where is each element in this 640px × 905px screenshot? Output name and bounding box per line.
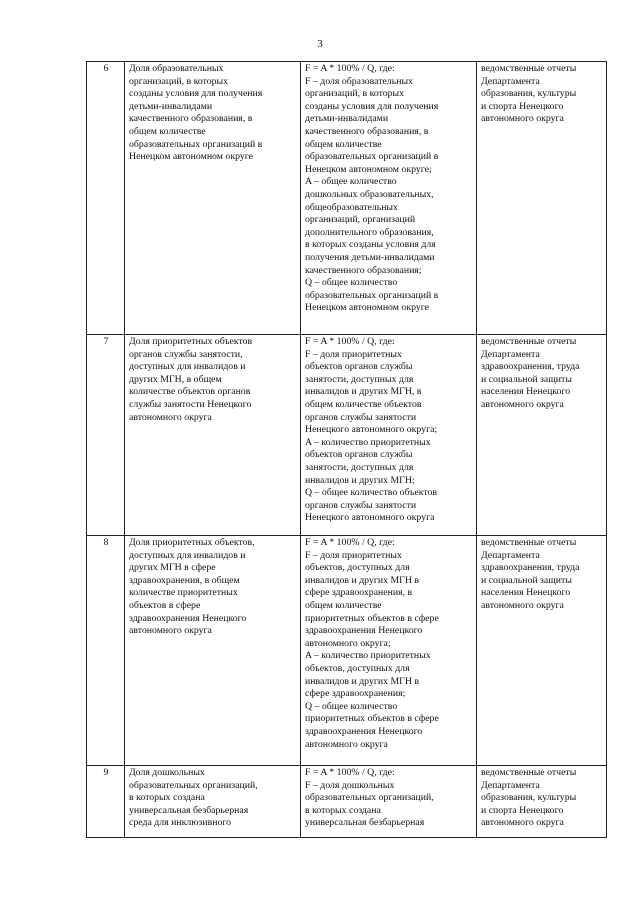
text-line: автономного округа — [481, 817, 564, 829]
text-line: здравоохранения Ненецкого — [305, 725, 423, 737]
text-line: здравоохранения Ненецкого — [129, 612, 247, 624]
text-line: Департамента — [481, 549, 540, 561]
table-row — [87, 62, 607, 335]
text-line: автономного округа — [129, 411, 212, 423]
text-line: здравоохранения, труда — [481, 562, 580, 574]
text-line: дополнительного образования, — [305, 226, 434, 238]
text-line: общем количестве — [129, 125, 206, 137]
text-line: Ненецкого автономного округа; — [305, 424, 438, 436]
text-line: Департамента — [481, 348, 540, 360]
text-line: Q – общее количество — [305, 277, 398, 289]
text-line: получения детьми-инвалидами — [305, 251, 435, 263]
text-line: созданы условия для получения — [129, 88, 263, 100]
text-line: и спорта Ненецкого — [481, 100, 564, 112]
text-line: населения Ненецкого — [481, 587, 571, 599]
text-line: качественного образования; — [305, 264, 422, 276]
text-line: F = A * 100% / Q, где: — [305, 63, 395, 74]
table-body — [87, 62, 607, 838]
text-line: образовательных организаций в — [305, 289, 439, 301]
text-line: автономного округа — [481, 599, 564, 611]
indicator-name-cell — [125, 536, 301, 766]
text-line: других МГН, в общем — [129, 373, 222, 385]
data-source-cell — [477, 335, 607, 536]
formula-cell — [301, 766, 477, 838]
text-line: органов службы занятости, — [129, 348, 243, 360]
text-line: F = A * 100% / Q, где: — [305, 767, 395, 778]
formula-cell — [301, 536, 477, 766]
table-row — [87, 536, 607, 766]
text-line: Доля образовательных — [129, 63, 224, 74]
text-line: сфере здравоохранения; — [305, 688, 406, 700]
text-line: в которых созданы условия для — [305, 239, 436, 251]
text-line: в которых создана — [129, 792, 205, 804]
text-line: организаций, в которых — [129, 75, 229, 87]
text-line: F – доля образовательных — [305, 75, 413, 87]
text-line: качественного образования, в — [305, 125, 429, 137]
text-line: органов службы занятости — [305, 499, 417, 511]
text-line: здравоохранения, труда — [481, 361, 580, 373]
text-line: общем количестве — [305, 599, 382, 611]
text-line: A – общее количество — [305, 176, 397, 188]
text-line: органов службы занятости — [305, 411, 417, 423]
text-line: A – количество приоритетных — [305, 650, 431, 662]
text-line: образовательных организаций в — [305, 151, 439, 163]
text-line: автономного округа — [305, 738, 388, 750]
text-line: объектов, доступных для — [305, 562, 410, 574]
text-line: занятости, доступных для — [305, 373, 414, 385]
text-line: населения Ненецкого — [481, 386, 571, 398]
indicator-name-cell — [125, 766, 301, 838]
indicator-name-cell — [125, 62, 301, 335]
text-line: A – количество приоритетных — [305, 436, 431, 448]
table-row — [87, 335, 607, 536]
text-line: Доля дошкольных — [129, 767, 205, 778]
text-line: общем количестве объектов — [305, 398, 422, 410]
text-line: Ненецком автономном округе — [129, 151, 253, 163]
text-line: общеобразовательных — [305, 201, 398, 213]
table-row — [87, 766, 607, 838]
text-line: объектов в сфере — [129, 599, 201, 611]
text-line: образовательных организаций в — [129, 138, 263, 150]
text-line: инвалидов и других МГН в — [305, 675, 419, 687]
text-line: ведомственные отчеты — [481, 767, 577, 778]
text-line: F – доля приоритетных — [305, 348, 402, 360]
text-line: Департамента — [481, 779, 540, 791]
text-line: здравоохранения Ненецкого — [305, 625, 423, 637]
text-line: ведомственные отчеты — [481, 336, 577, 347]
text-line: Ненецкого автономного округа — [305, 512, 435, 524]
text-line: и спорта Ненецкого — [481, 804, 564, 816]
text-line: автономного округа; — [305, 637, 391, 649]
text-line: инвалидов и других МГН в — [305, 574, 419, 586]
text-line: объектов, доступных для — [305, 662, 410, 674]
text-line: в которых создана — [305, 804, 381, 816]
row-number: 9 — [87, 766, 125, 838]
text-line: доступных для инвалидов и — [129, 549, 246, 561]
row-number: 7 — [87, 335, 125, 536]
text-line: автономного округа — [481, 113, 564, 125]
text-line: приоритетных объектов в сфере — [305, 713, 439, 725]
text-line: Ненецком автономном округе — [305, 302, 429, 314]
text-line: доступных для инвалидов и — [129, 361, 246, 373]
indicator-name-cell — [125, 335, 301, 536]
text-line: организаций, организаций — [305, 214, 416, 226]
text-line: детьми-инвалидами — [129, 100, 213, 112]
text-line: автономного округа — [129, 625, 212, 637]
text-line: ведомственные отчеты — [481, 537, 577, 548]
text-line: объектов органов службы — [305, 449, 413, 461]
text-line: Q – общее количество — [305, 700, 398, 712]
text-line: Доля приоритетных объектов, — [129, 537, 255, 548]
text-line: образовательных организаций, — [129, 779, 258, 791]
data-source-cell — [477, 62, 607, 335]
text-line: количестве объектов органов — [129, 386, 251, 398]
text-line: Q – общее количество объектов — [305, 487, 438, 499]
formula-cell — [301, 62, 477, 335]
text-line: общем количестве — [305, 138, 382, 150]
text-line: организаций, в которых — [305, 88, 405, 100]
text-line: и социальной защиты — [481, 373, 572, 385]
text-line: дошкольных образовательных, — [305, 188, 434, 200]
text-line: образования, культуры — [481, 792, 577, 804]
text-line: и социальной защиты — [481, 574, 572, 586]
row-number: 8 — [87, 536, 125, 766]
data-source-cell — [477, 766, 607, 838]
text-line: Департамента — [481, 75, 540, 87]
text-line: F – доля дошкольных — [305, 779, 395, 791]
formula-cell — [301, 335, 477, 536]
text-line: образования, культуры — [481, 88, 577, 100]
text-line: Доля приоритетных объектов — [129, 336, 253, 347]
data-source-cell — [477, 536, 607, 766]
text-line: количестве приоритетных — [129, 587, 238, 599]
text-line: универсальная безбарьерная — [305, 817, 425, 829]
text-line: Ненецком автономном округе; — [305, 163, 432, 175]
text-line: F – доля приоритетных — [305, 549, 402, 561]
text-line: среда для инклюзивного — [129, 817, 232, 829]
text-line: ведомственные отчеты — [481, 63, 577, 74]
text-line: занятости, доступных для — [305, 461, 414, 473]
text-line: приоритетных объектов в сфере — [305, 612, 439, 624]
text-line: инвалидов и других МГН; — [305, 474, 415, 486]
text-line: F = A * 100% / Q, где: — [305, 537, 395, 548]
text-line: F = A * 100% / Q, где: — [305, 336, 395, 347]
text-line: детьми-инвалидами — [305, 113, 389, 125]
text-line: качественного образования, в — [129, 113, 253, 125]
indicators-table — [86, 61, 607, 838]
text-line: универсальная безбарьерная — [129, 804, 249, 816]
text-line: здравоохранения, в общем — [129, 574, 240, 586]
text-line: сфере здравоохранения, в — [305, 587, 413, 599]
text-line: объектов органов службы — [305, 361, 413, 373]
text-line: инвалидов и других МГН, в — [305, 386, 422, 398]
text-line: автономного округа — [481, 398, 564, 410]
page-number: 3 — [317, 38, 323, 50]
text-line: созданы условия для получения — [305, 100, 439, 112]
text-line: других МГН в сфере — [129, 562, 216, 574]
text-line: образовательных организаций, — [305, 792, 434, 804]
row-number: 6 — [87, 62, 125, 335]
text-line: службы занятости Ненецкого — [129, 398, 252, 410]
